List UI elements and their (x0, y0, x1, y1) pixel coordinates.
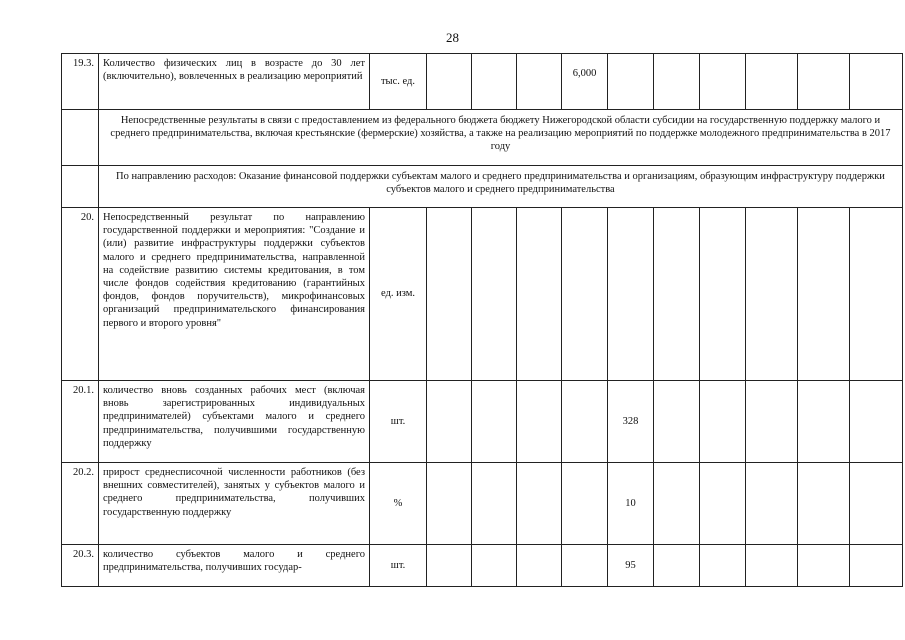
table-cell (700, 208, 746, 381)
row-number: 20.2. (62, 463, 99, 545)
table-cell (517, 381, 562, 463)
row-description: количество вновь созданных рабочих мест (включая вновь зарегистрированных индивидуальных предпринимателей) субъектами малого и среднего предпринимательства, получившими государственную поддержку (99, 381, 370, 463)
row-unit: шт. (370, 545, 427, 587)
row-description: Количество физических лиц в возрасте до 30 лет (включительно), вовлеченных в реализацию мероприятий (99, 54, 370, 110)
table-cell (562, 463, 608, 545)
row-unit: ед. изм. (370, 208, 427, 381)
table-cell (798, 463, 850, 545)
table-row (62, 110, 903, 166)
row-number: 20.3. (62, 545, 99, 587)
table-cell (517, 545, 562, 587)
table-cell (746, 208, 798, 381)
table-cell (850, 208, 903, 381)
table-cell (798, 381, 850, 463)
section-subheading: По направлению расходов: Оказание финансовой поддержки субъектам малого и среднего предпринимательства и организациям, образующим инфраструктуру поддержки субъектов малого и среднего предпринимательства (99, 166, 903, 208)
table-cell (517, 54, 562, 110)
table-cell (472, 208, 517, 381)
page-number: 28 (446, 30, 459, 45)
row-number: 19.3. (62, 54, 99, 110)
table-cell (654, 545, 700, 587)
table-cell (62, 110, 99, 166)
table-row (62, 545, 903, 587)
row-description: прирост среднесписочной численности работников (без внешних совместителей), занятых у субъектов малого и среднего предпринимательства, получивших государственную поддержку (99, 463, 370, 545)
table-cell (798, 545, 850, 587)
table-cell (654, 54, 700, 110)
table-cell (562, 545, 608, 587)
table-cell (562, 208, 608, 381)
table-cell (850, 545, 903, 587)
table-cell (427, 381, 472, 463)
section-heading: Непосредственные результаты в связи с предоставлением из федерального бюджета бюджету Нижегородской области субсидии на государственную поддержку малого и среднего предпринимательства, включая крестьянские (фермерские) хозяйства, а также на реализацию мероприятий по поддержке молодежного предпринимательства в 2017 году (99, 110, 903, 166)
table-cell (608, 54, 654, 110)
table-cell (62, 166, 99, 208)
table-cell (517, 208, 562, 381)
row-description: Непосредственный результат по направлению государственной поддержки и мероприятия: "Создание и (или) развитие инфраструктуры поддержки субъектов малого и среднего предпринимательства, направленной на содействие развитию системы кредитования, в том числе фондов содействия кредитованию (гарантийных фондов, фондов поручительств), микрофинансовых организаций предпринимательского финансирования первого и второго уровня" (99, 208, 370, 381)
table-cell (472, 54, 517, 110)
table-row (62, 166, 903, 208)
row-number: 20.1. (62, 381, 99, 463)
table-cell (700, 463, 746, 545)
row-unit: % (370, 463, 427, 545)
row-value: 6,000 (562, 54, 608, 110)
row-value: 10 (608, 463, 654, 545)
table-cell (850, 381, 903, 463)
table-cell (608, 208, 654, 381)
row-number: 20. (62, 208, 99, 381)
row-value: 95 (608, 545, 654, 587)
table-cell (746, 54, 798, 110)
table-cell (798, 208, 850, 381)
table-row (62, 208, 903, 381)
results-table (61, 53, 903, 587)
table-cell (654, 381, 700, 463)
table-cell (472, 545, 517, 587)
table-cell (654, 208, 700, 381)
row-value: 328 (608, 381, 654, 463)
table-cell (562, 381, 608, 463)
table-row (62, 463, 903, 545)
row-description: количество субъектов малого и среднего предпринимательства, получивших государ- (99, 545, 370, 587)
table-cell (746, 381, 798, 463)
table-cell (654, 463, 700, 545)
row-unit: тыс. ед. (370, 54, 427, 110)
table-cell (472, 463, 517, 545)
table-cell (427, 545, 472, 587)
table-cell (746, 545, 798, 587)
table-cell (746, 463, 798, 545)
table-cell (700, 545, 746, 587)
table-cell (427, 208, 472, 381)
table-cell (427, 463, 472, 545)
table-cell (850, 54, 903, 110)
table-cell (700, 54, 746, 110)
table-row (62, 381, 903, 463)
table-cell (472, 381, 517, 463)
table-row (62, 54, 903, 110)
table-cell (517, 463, 562, 545)
row-unit: шт. (370, 381, 427, 463)
table-cell (427, 54, 472, 110)
table-cell (700, 381, 746, 463)
table-cell (850, 463, 903, 545)
table-cell (798, 54, 850, 110)
